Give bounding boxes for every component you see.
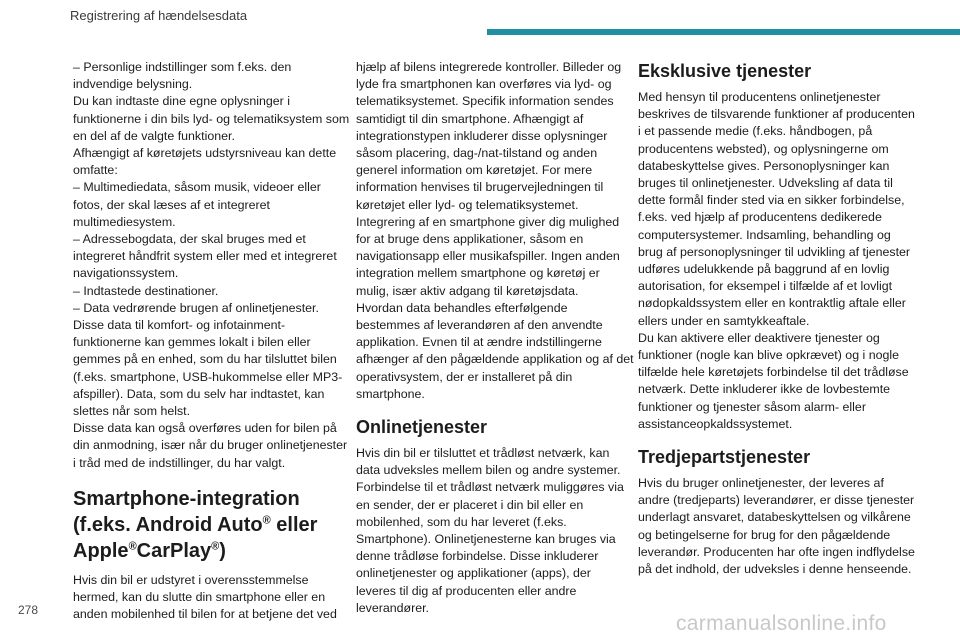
paragraph: Integrering af en smartphone giver dig mulighed for at bruge dens applikationer, såsom en navigationsapp eller musikafspiller. Ingen anden integration mellem smartphone og køretøj er mulig, især aktiv adgang til køretøjsdata.: [356, 214, 620, 298]
paragraph: – Multimediedata, såsom musik, videoer eller fotos, der skal læses af et integreret multimediesystem.: [73, 180, 321, 229]
paragraph: Hvis du bruger onlinetjenester, der leveres af andre (tredjeparts) leverandører, er disse tjenester underlagt ansvaret, databeskyttelsen og vilkårene og betingelserne for brug for den pågældende leverandør. Producenten har ofte ingen indflydelse på det indhold, der udveksles i denne henseende.: [638, 476, 915, 577]
paragraph: Disse data kan også overføres uden for bilen på din anmodning, især når du bruger onlinetjenester i tråd med de indstillinger, du har valgt.: [73, 421, 348, 470]
page-number: 278: [18, 603, 39, 617]
text-column-right: [638, 59, 916, 578]
text-column-middle: [356, 59, 634, 617]
section-heading-online-services: Onlinetjenester: [356, 417, 488, 438]
paragraph: – Indtastede destinationer.: [73, 283, 219, 298]
paragraph: Du kan indtaste dine egne oplysninger i funktionerne i din bils lyd- og telematiksystem som en del af de valgte funktioner.: [73, 94, 350, 143]
paragraph: Afhængigt af køretøjets udstyrsniveau kan dette omfatte:: [73, 146, 337, 178]
watermark: carmanualsonline.info: [676, 612, 887, 635]
paragraph: Hvis din bil er tilsluttet et trådløst netværk, kan data udveksles mellem bilen og andre systemer. Forbindelse til et trådløst netværk muliggøres via en sender, der er placeret i din bil eller en mobilenhed, som du har leveret (f.eks. Smartphone). Onlinetjenesterne kan bruges via denne trådløse forbindelse. Disse inkluderer onlinetjenester og applikationer (apps), der leveres til dig af producenten eller andre leverandører.: [356, 446, 624, 615]
paragraph: Disse data til komfort- og infotainment-funktionerne kan gemmes lokalt i bilen eller gemmes på en enhed, som du har tilsluttet bilen (f.eks. smartphone, USB-hukommelse eller MP3-afspiller). Data, som du selv har indtastet, kan slettes når som helst.: [73, 318, 343, 419]
header-accent-bar: [487, 29, 960, 35]
paragraph: Med hensyn til producentens onlinetjenester beskrives de tilsvarende funktioner af producenten i et passende medie (f.eks. håndbogen, på producentens websted), og oplysningerne om databeskyttelse gives. Personoplysninger kan bruges til onlinetjenester. Udveksling af data til dette formål finder sted via en sikker forbindelse, f.eks. ved hjælp af producentens dedikerede computersystemer. Indsamling, behandling og brug af personoplysninger til udvikling af tjenester udføres udelukkende på baggrund af en lovlig autorisation, for eksempel i tilfælde af et lovligt nødopkaldssystem eller en kontraktlig aftale eller ellers under en samtykkeaftale.: [638, 90, 915, 328]
paragraph: – Data vedrørende brugen af onlinetjenester.: [73, 300, 319, 315]
section-heading-exclusive-services: Eksklusive tjenester: [638, 61, 812, 81]
text-column-left: [73, 59, 351, 623]
paragraph: Hvordan data behandles efterfølgende bestemmes af leverandøren af den anvendte applikation. Evnen til at ændre indstillingerne afhænger af den pågældende applikation og af det operativsystem, der er installeret på din smartphone.: [356, 300, 634, 401]
section-heading-smartphone-integration: Smartphone-integration (f.eks. Android Auto® eller Apple®CarPlay®): [73, 487, 318, 562]
section-heading-third-party-services: Tredjepartstjenester: [638, 447, 811, 468]
paragraph: – Adressebogdata, der skal bruges med et integreret håndfrit system eller med et integreret navigationssystem.: [73, 232, 337, 281]
paragraph: Du kan aktivere eller deaktivere tjenester og funktioner (nogle kan blive opkrævet) og i nogle tilfælde hele køretøjets forbindelse til det trådløse netværk. Dette inkluderer ikke de lovbestemte funktioner og tjenester såsom alarm- eller assistanceopkaldssystemet.: [638, 330, 909, 431]
header-title: Registrering af hændelsesdata: [70, 8, 248, 23]
paragraph: Hvis din bil er udstyret i overensstemmelse hermed, kan du slutte din smartphone eller en anden mobilenhed til bilen for at betjene det ved: [73, 572, 337, 622]
paragraph: hjælp af bilens integrerede kontroller. Billeder og lyde fra smartphonen kan overføres via lyd- og telematiksystemet. Specifik information sendes samtidigt til din smartphone. Afhængigt af integrationstypen inkluderer disse oplysninger såsom placering, dag-/nat-tilstand og anden generel information om køretøjet. For mere information henvises til brugervejledningen til køretøjet eller lyd- og telematiksystemet.: [356, 60, 622, 212]
paragraph: – Personlige indstillinger som f.eks. den indvendige belysning.: [73, 60, 292, 92]
